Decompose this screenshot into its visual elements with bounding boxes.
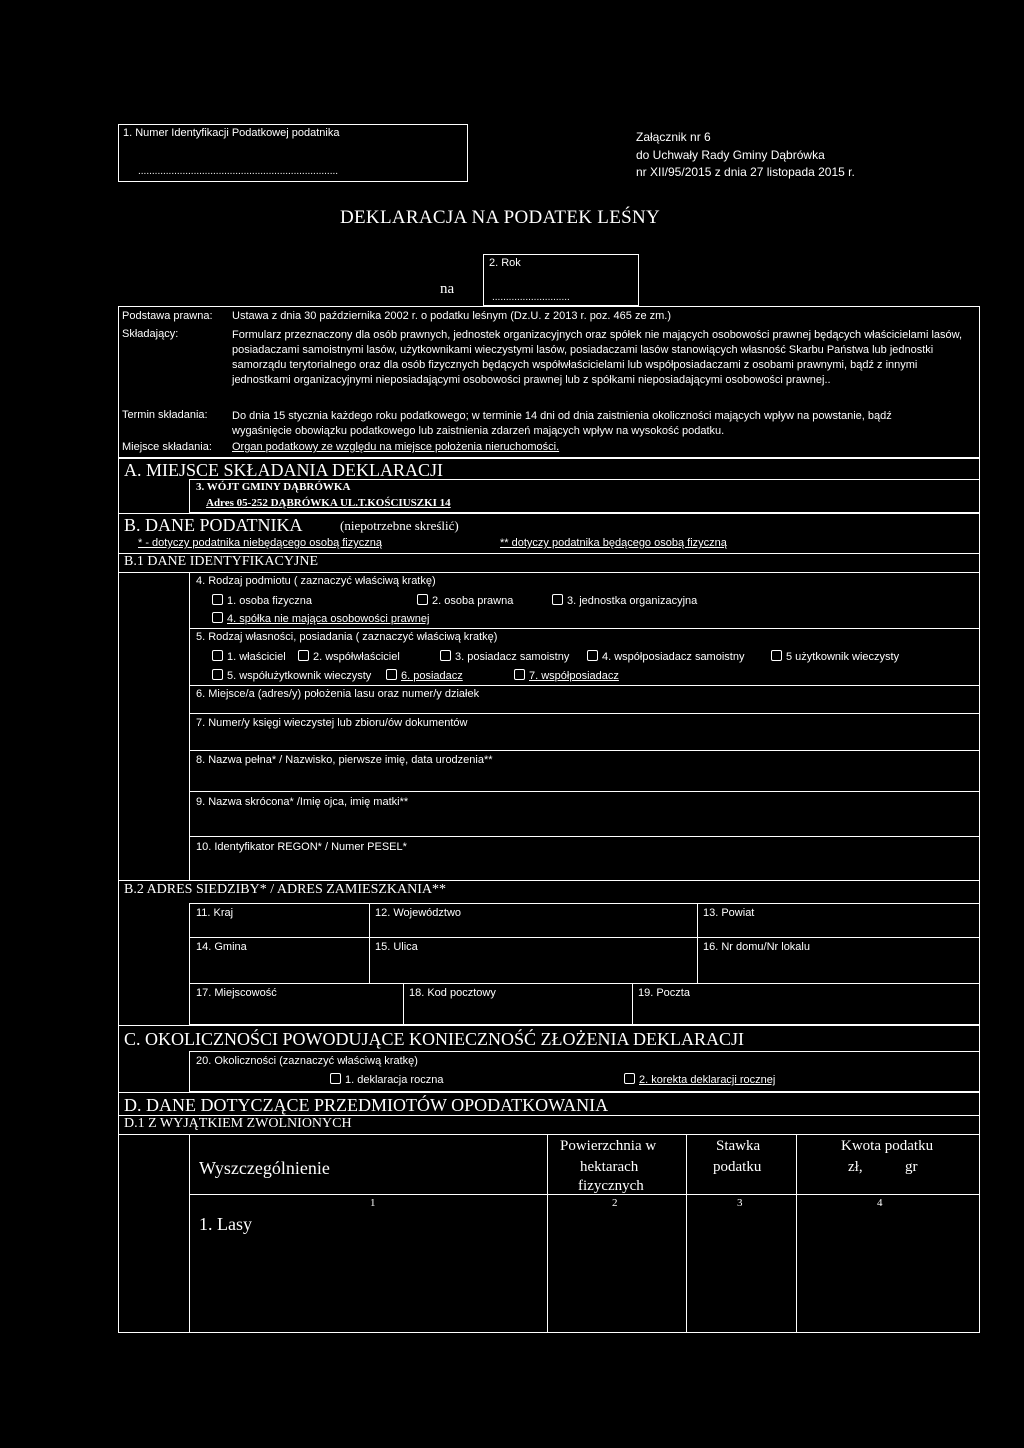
b2-title: B.2 ADRES SIEDZIBY* / ADRES ZAMIESZKANIA** (124, 882, 447, 897)
col-area-header-3: fizycznych (578, 1178, 644, 1194)
country-label: 11. Kraj (196, 907, 234, 919)
col-amount-header-2: zł, (848, 1159, 863, 1175)
street-label: 15. Ulica (375, 941, 418, 953)
grid-border (979, 306, 980, 1332)
divider (369, 903, 370, 983)
col-number-4: 4 (877, 1197, 883, 1209)
area-input[interactable] (548, 1210, 685, 1240)
place-label: Miejsce składania: (122, 441, 212, 453)
divider (189, 628, 980, 629)
section-b-title: B. DANE PODATNIKA (124, 515, 303, 535)
col-rate-header-1: Stawka (716, 1138, 761, 1154)
checkbox[interactable] (440, 650, 451, 661)
col-number-2: 2 (612, 1197, 618, 1209)
nip-label: 1. Numer Identyfikacji Podatkowej podatnika (123, 127, 340, 139)
checkbox[interactable] (386, 669, 397, 680)
divider (189, 937, 980, 938)
ownership-option-holder[interactable]: 6. posiadacz (386, 669, 463, 683)
ownership-option-co-holder[interactable]: 7. współposiadacz (514, 669, 619, 683)
row-forests-label: 1. Lasy (199, 1214, 252, 1234)
regon-pesel-label: 10. Identyfikator REGON* / Numer PESEL* (196, 841, 407, 853)
page-title: DEKLARACJA NA PODATEK LEŚNY (340, 207, 661, 228)
checkbox[interactable] (552, 594, 563, 605)
checkbox[interactable] (587, 650, 598, 661)
divider (118, 458, 980, 459)
ownership-option-co-possessor[interactable]: 4. współposiadacz samoistny (587, 650, 744, 664)
basis-text: Ustawa z dnia 30 października 2002 r. o podatku leśnym (Dz.U. z 2013 r. poz. 465 ze zm.) (232, 310, 672, 322)
filer-text: Formularz przeznaczony dla osób prawnych, jednostek organizacyjnych oraz spółek nie mających osobowości prawnej będących właścicielami lasów, posiadaczami samoistnymi lasów, użytkownikami wieczystymi lasów, posiadaczami lasów stanowiących własność Skarbu Państwa lub jednostki samorządu terytorialnego oraz dla osób fizycznych będących współwłaścicielami lub współposiadaczami z osobami prawnymi, bądź z innymi jednostkami organizacyjnymi nieposiadającymi osobowości prawnej lub z spółkami nieposiadającymi osobowości prawnej.. (232, 329, 963, 386)
authority-line2: Adres 05-252 DĄBRÓWKA UL.T.KOŚCIUSZKI 14 (206, 497, 451, 509)
col-amount-header-1: Kwota podatku (841, 1138, 934, 1154)
filer-label: Składający: (122, 328, 179, 340)
col-amount-header-3: gr (905, 1159, 918, 1175)
ownership-option-owner[interactable]: 1. właściciel (212, 650, 286, 664)
grid-border (118, 306, 119, 1332)
district-label: 13. Powiat (703, 907, 755, 919)
address-grid (189, 903, 980, 1025)
deadline-label: Termin składania: (122, 409, 208, 421)
d1-title: D.1 Z WYJĄTKIEM ZWOLNIONYCH (124, 1116, 352, 1131)
ownership-option-co-owner[interactable]: 2. współwłaściciel (298, 650, 400, 664)
divider (189, 983, 980, 984)
divider (118, 1092, 980, 1093)
checkbox[interactable] (771, 650, 782, 661)
divider (189, 750, 980, 751)
grid-border (189, 572, 190, 880)
entity-type-option-legal[interactable]: 2. osoba prawna (417, 594, 513, 608)
attachment-line1: Załącznik nr 6 (636, 130, 711, 144)
checkbox[interactable] (514, 669, 525, 680)
ownership-type-label: 5. Rodzaj własności, posiadania ( zaznaczyć właściwą kratkę) (196, 631, 498, 643)
authority-line1: 3. WÓJT GMINY DĄBRÓWKA (196, 481, 351, 493)
voivodeship-label: 12. Województwo (375, 907, 462, 919)
postal-code-label: 18. Kod pocztowy (409, 987, 496, 999)
col-area-header-1: Powierzchnia w (560, 1138, 657, 1154)
divider (189, 1134, 190, 1332)
legal-person-note: ** dotyczy podatnika będącego osobą fizyczną (500, 537, 727, 549)
year-label: 2. Rok (489, 257, 521, 269)
b1-title: B.1 DANE IDENTYFIKACYJNE (124, 554, 319, 569)
forest-location-label: 6. Miejsce/a (adres/y) położenia lasu oraz numer/y działek (196, 688, 480, 700)
divider (118, 880, 980, 881)
checkbox[interactable] (417, 594, 428, 605)
house-number-label: 16. Nr domu/Nr lokalu (703, 941, 810, 953)
divider (189, 685, 980, 686)
land-register-label: 7. Numer/y księgi wieczystej lub zbioru/ów dokumentów (196, 717, 468, 729)
divider (632, 983, 633, 1025)
attachment-line3: nr XII/95/2015 z dnia 27 listopada 2015 r. (636, 165, 855, 179)
checkbox[interactable] (330, 1073, 341, 1084)
entity-type-option-natural[interactable]: 1. osoba fizyczna (212, 594, 312, 608)
amount-input[interactable] (797, 1210, 978, 1240)
divider (697, 903, 698, 983)
ownership-option-co-perpetual-user[interactable]: 5. współużytkownik wieczysty (212, 669, 371, 683)
ownership-option-perpetual-user[interactable]: 5 użytkownik wieczysty (771, 650, 899, 664)
nip-field[interactable]: ........................................................................ (138, 166, 339, 177)
full-name-label: 8. Nazwa pełna* / Nazwisko, pierwsze imię, data urodzenia** (196, 754, 493, 766)
divider (403, 983, 404, 1025)
col-number-1: 1 (370, 1197, 376, 1209)
year-prefix: na (440, 281, 455, 297)
entity-type-label: 4. Rodzaj podmiotu ( zaznaczyć właściwą kratkę) (196, 575, 436, 587)
col-area-header-2: hektarach (580, 1159, 639, 1175)
section-d-title: D. DANE DOTYCZĄCE PRZEDMIOTÓW OPODATKOWANIA (124, 1095, 609, 1115)
post-office-label: 19. Poczta (638, 987, 690, 999)
basis-label: Podstawa prawna: (122, 310, 213, 322)
divider (118, 1332, 980, 1333)
divider (189, 836, 980, 837)
checkbox[interactable] (212, 594, 223, 605)
divider (118, 513, 980, 514)
col-number-3: 3 (737, 1197, 743, 1209)
circumstances-label: 20. Okoliczności (zaznaczyć właściwą kratkę) (196, 1055, 418, 1067)
circumstance-annual[interactable]: 1. deklaracja roczna (330, 1073, 443, 1087)
col-rate-header-2: podatku (713, 1159, 762, 1175)
locality-label: 17. Miejscowość (196, 987, 277, 999)
divider (189, 713, 980, 714)
entity-type-option-partnership[interactable]: 4. spółka nie mająca osobowości prawnej (212, 612, 429, 626)
divider (118, 1134, 980, 1135)
circumstance-correction[interactable]: 2. korekta deklaracji rocznej (624, 1073, 775, 1087)
attachment-line2: do Uchwały Rady Gminy Dąbrówka (636, 148, 825, 162)
checkbox[interactable] (212, 650, 223, 661)
divider (118, 572, 980, 573)
section-b-note: (niepotrzebne skreślić) (340, 518, 459, 533)
checkbox[interactable] (624, 1073, 635, 1084)
divider (118, 1025, 980, 1026)
natural-person-note: * - dotyczy podatnika niebędącego osobą fizyczną (138, 537, 382, 549)
place-text: Organ podatkowy ze względu na miejsce położenia nieruchomości. (232, 441, 560, 453)
checkbox[interactable] (298, 650, 309, 661)
commune-label: 14. Gmina (196, 941, 247, 953)
section-a-title: A. MIEJSCE SKŁADANIA DEKLARACJI (124, 460, 444, 480)
divider (189, 791, 980, 792)
deadline-text: Do dnia 15 stycznia każdego roku podatkowego; w terminie 14 dni od dnia zaistnienia okoliczności mających wpływ na powstanie, bądź wygaśnięcie obowiązku podatkowego lub zaistnienia zdarzeń mających wpływ na wysokość podatku. (232, 410, 892, 437)
checkbox[interactable] (212, 612, 223, 623)
checkbox[interactable] (212, 669, 223, 680)
ownership-option-possessor[interactable]: 3. posiadacz samoistny (440, 650, 569, 664)
rate-input[interactable] (687, 1210, 795, 1240)
year-field[interactable]: ............................ (492, 292, 570, 303)
entity-type-option-org-unit[interactable]: 3. jednostka organizacyjna (552, 594, 697, 608)
short-name-label: 9. Nazwa skrócona* /Imię ojca, imię matki** (196, 796, 409, 808)
col-spec-header: Wyszczególnienie (199, 1158, 330, 1178)
section-c-title: C. OKOLICZNOŚCI POWODUJĄCE KONIECZNOŚĆ ZŁOŻENIA DEKLARACJI (124, 1029, 744, 1049)
